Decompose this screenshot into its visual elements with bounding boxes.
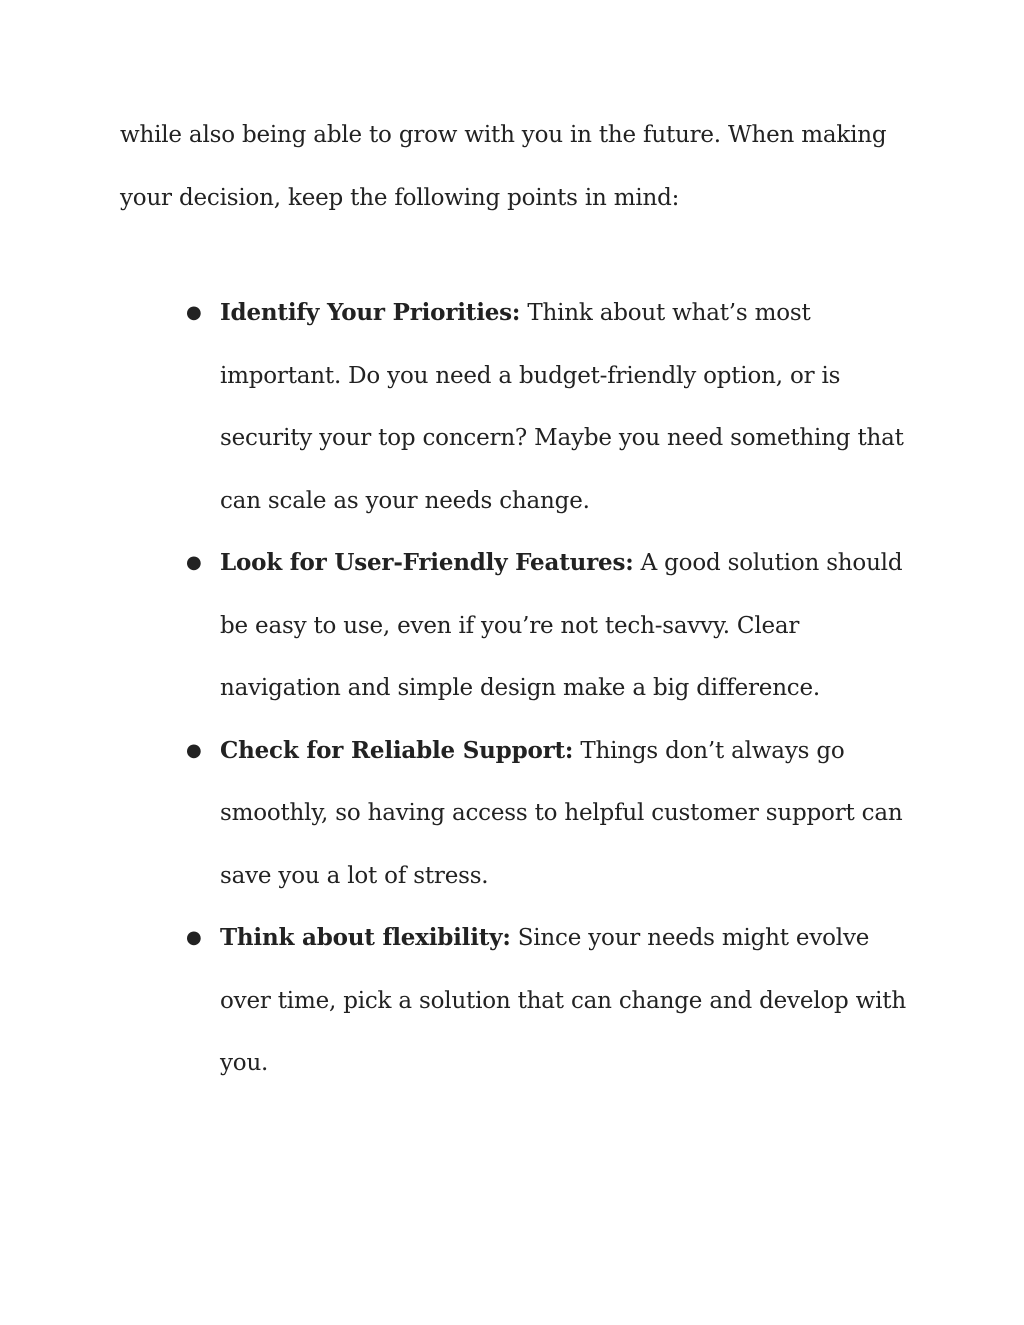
list-item-title: Think about flexibility:	[220, 924, 511, 951]
list-item	[186, 720, 906, 908]
bullet-dot-icon: ●	[186, 739, 202, 761]
list-item-title: Identify Your Priorities:	[220, 299, 521, 326]
bullet-dot-icon: ●	[186, 552, 202, 573]
list-item-text: A good solution should be easy to use, even if you’re not tech-savvy. Clear navigation and simple design make a big difference.	[220, 550, 903, 701]
list-item	[186, 282, 906, 532]
bullet-dot-icon: ●	[186, 927, 202, 948]
list-item-text: Think about what’s most important. Do you need a budget-friendly option, or is security your top concern? Maybe you need something that can scale as your needs change.	[220, 300, 904, 514]
list-item-title: Look for User-Friendly Features:	[220, 549, 634, 576]
bullet-dot-icon: ●	[186, 302, 202, 323]
priority-list	[186, 282, 906, 1095]
intro-paragraph: while also being able to grow with you in the future. When making your decision, keep the following points in mind:	[120, 122, 887, 211]
list-item-text: Since your needs might evolve over time, pick a solution that can change and develop with you.	[220, 925, 906, 1076]
list-item-text: Things don’t always go smoothly, so having access to helpful customer support can save you a lot of stress.	[220, 737, 903, 889]
list-item	[186, 907, 906, 1095]
list-item	[186, 532, 906, 720]
list-item-title: Check for Reliable Support:	[220, 736, 574, 764]
